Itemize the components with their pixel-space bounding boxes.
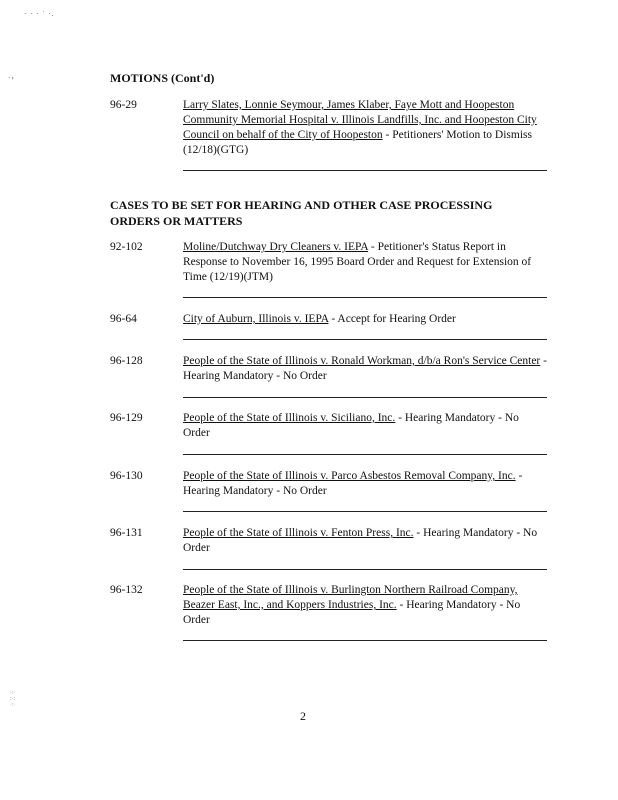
scan-speckle: ·:· :·: ·:· — [10, 690, 16, 708]
entry-text — [183, 312, 548, 327]
entry-text — [183, 240, 548, 285]
entry-text — [183, 411, 548, 441]
entry-text — [183, 98, 548, 158]
case-title: People of the State of Illinois v. Ronald Workman, d/b/a Ron's Service Center — [183, 355, 541, 367]
entry-divider — [183, 640, 547, 641]
entry-divider — [183, 511, 547, 512]
entry-text — [183, 583, 548, 628]
docket-number: 96-130 — [110, 470, 143, 482]
case-title: People of the State of Illinois v. Fenton Press, Inc. — [183, 527, 414, 539]
entry-divider — [183, 170, 547, 171]
scan-corner-mark: · · · ˙ ·. — [24, 10, 55, 18]
docket-number: 96-131 — [110, 527, 143, 539]
entry-divider — [183, 397, 547, 398]
case-title: People of the State of Illinois v. Siciliano, Inc. — [183, 412, 396, 424]
case-action: - Petitioners' Motion to Dismiss (12/18)(GTG) — [183, 129, 532, 156]
entry-text — [183, 469, 548, 499]
case-title: Larry Slates, Lonnie Seymour, James Klaber, Faye Mott and Hoopeston Community Memorial Hospital v. Illinois Landfills, Inc. and Hoopeston City Council on behalf of the City of Hoopeston — [183, 99, 537, 141]
entry-divider — [183, 569, 547, 570]
case-action: - Hearing Mandatory - No Order — [183, 470, 523, 497]
case-action: - Hearing Mandatory - No Order — [183, 527, 538, 554]
entry-text — [183, 526, 548, 556]
cases-heading: CASES TO BE SET FOR HEARING AND OTHER CASE PROCESSING ORDERS OR MATTERS — [110, 198, 493, 228]
entry-divider — [183, 297, 547, 298]
case-action: - Accept for Hearing Order — [328, 313, 456, 325]
case-action: - Hearing Mandatory - No Order — [183, 599, 521, 626]
case-title: People of the State of Illinois v. Parco Asbestos Removal Company, Inc. — [183, 470, 516, 482]
entry-divider — [183, 454, 547, 455]
case-title: People of the State of Illinois v. Burlington Northern Railroad Company, Beazer East, Inc., and Koppers Industries, Inc. — [183, 584, 518, 611]
case-action: - Hearing Mandatory - No Order — [183, 412, 519, 439]
docket-number: 92-102 — [110, 241, 143, 253]
entry-divider — [183, 339, 547, 340]
case-action: - Hearing Mandatory - No Order — [183, 355, 547, 382]
docket-number: 96-128 — [110, 355, 143, 367]
docket-number: 96-129 — [110, 412, 143, 424]
docket-number: 96-29 — [110, 99, 137, 111]
motions-heading: MOTIONS (Cont'd) — [110, 71, 215, 85]
case-action: - Petitioner's Status Report in Response to November 16, 1995 Board Order and Request for Extension of Time (12/19)(JTM) — [183, 241, 532, 283]
docket-number: 96-132 — [110, 584, 143, 596]
entry-text — [183, 354, 548, 384]
case-title: City of Auburn, Illinois v. IEPA — [183, 313, 329, 325]
case-title: Moline/Dutchway Dry Cleaners v. IEPA — [183, 241, 369, 253]
page-number: 2 — [300, 709, 306, 723]
scan-left-mark: ·› — [8, 74, 15, 82]
docket-number: 96-64 — [110, 313, 137, 325]
